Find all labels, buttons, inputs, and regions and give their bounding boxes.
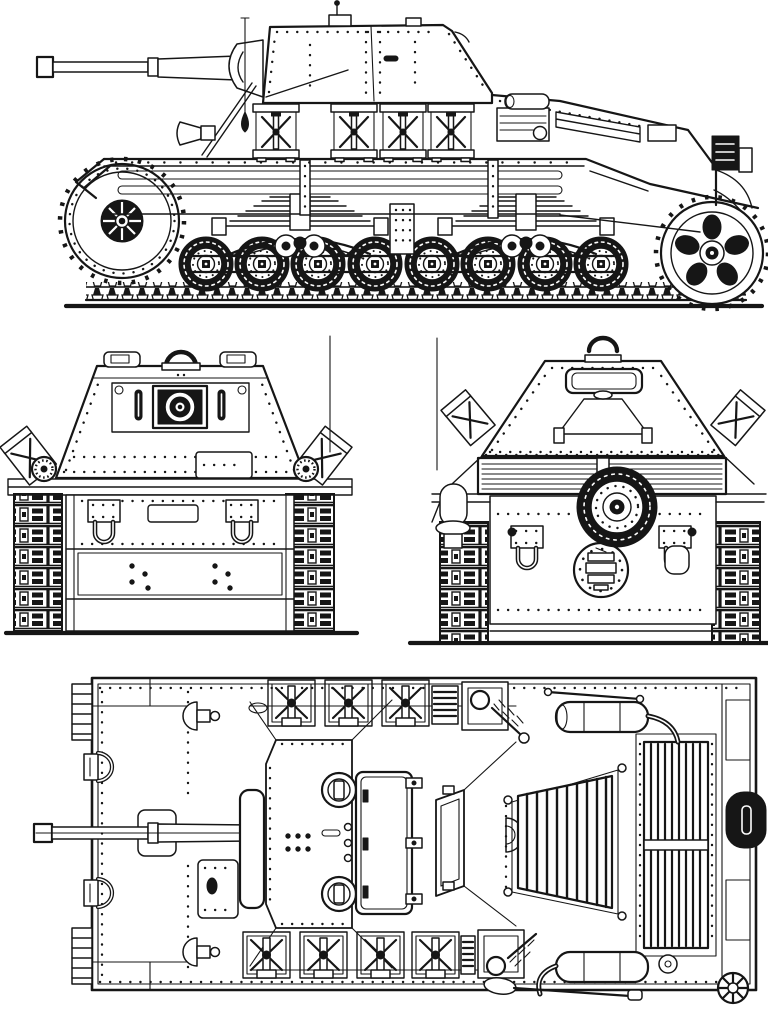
right-track [712,522,760,642]
round-hatch-aft [322,877,356,911]
gun-barrel [53,62,148,72]
spare-wheel-top [726,792,766,848]
driver-hatch [198,860,238,918]
rear-stowage-bin [712,136,739,170]
top-plan-view [34,678,766,1003]
muzzle-block [37,57,53,77]
front-hull [66,495,294,631]
gun-shield-top [240,790,264,908]
muffler-end [440,484,467,526]
rear-roof-vent [436,786,464,896]
hull-side-plate [390,204,414,254]
hatch-fitting [586,548,616,590]
spare-road-wheel [577,467,657,547]
oil-cooler-fins [432,686,458,724]
taillight-right [665,546,689,574]
roof-periscope [329,15,351,26]
periscope-right [220,352,256,367]
round-hatch-forward [322,773,356,807]
oil-cooler-fins [461,936,475,974]
barrel-sleeve [158,56,237,80]
engine-grille-rear [636,734,716,956]
idler-gear [718,973,748,1003]
periscope-left [104,352,140,367]
left-track [14,494,62,632]
vision-slit [384,56,398,61]
